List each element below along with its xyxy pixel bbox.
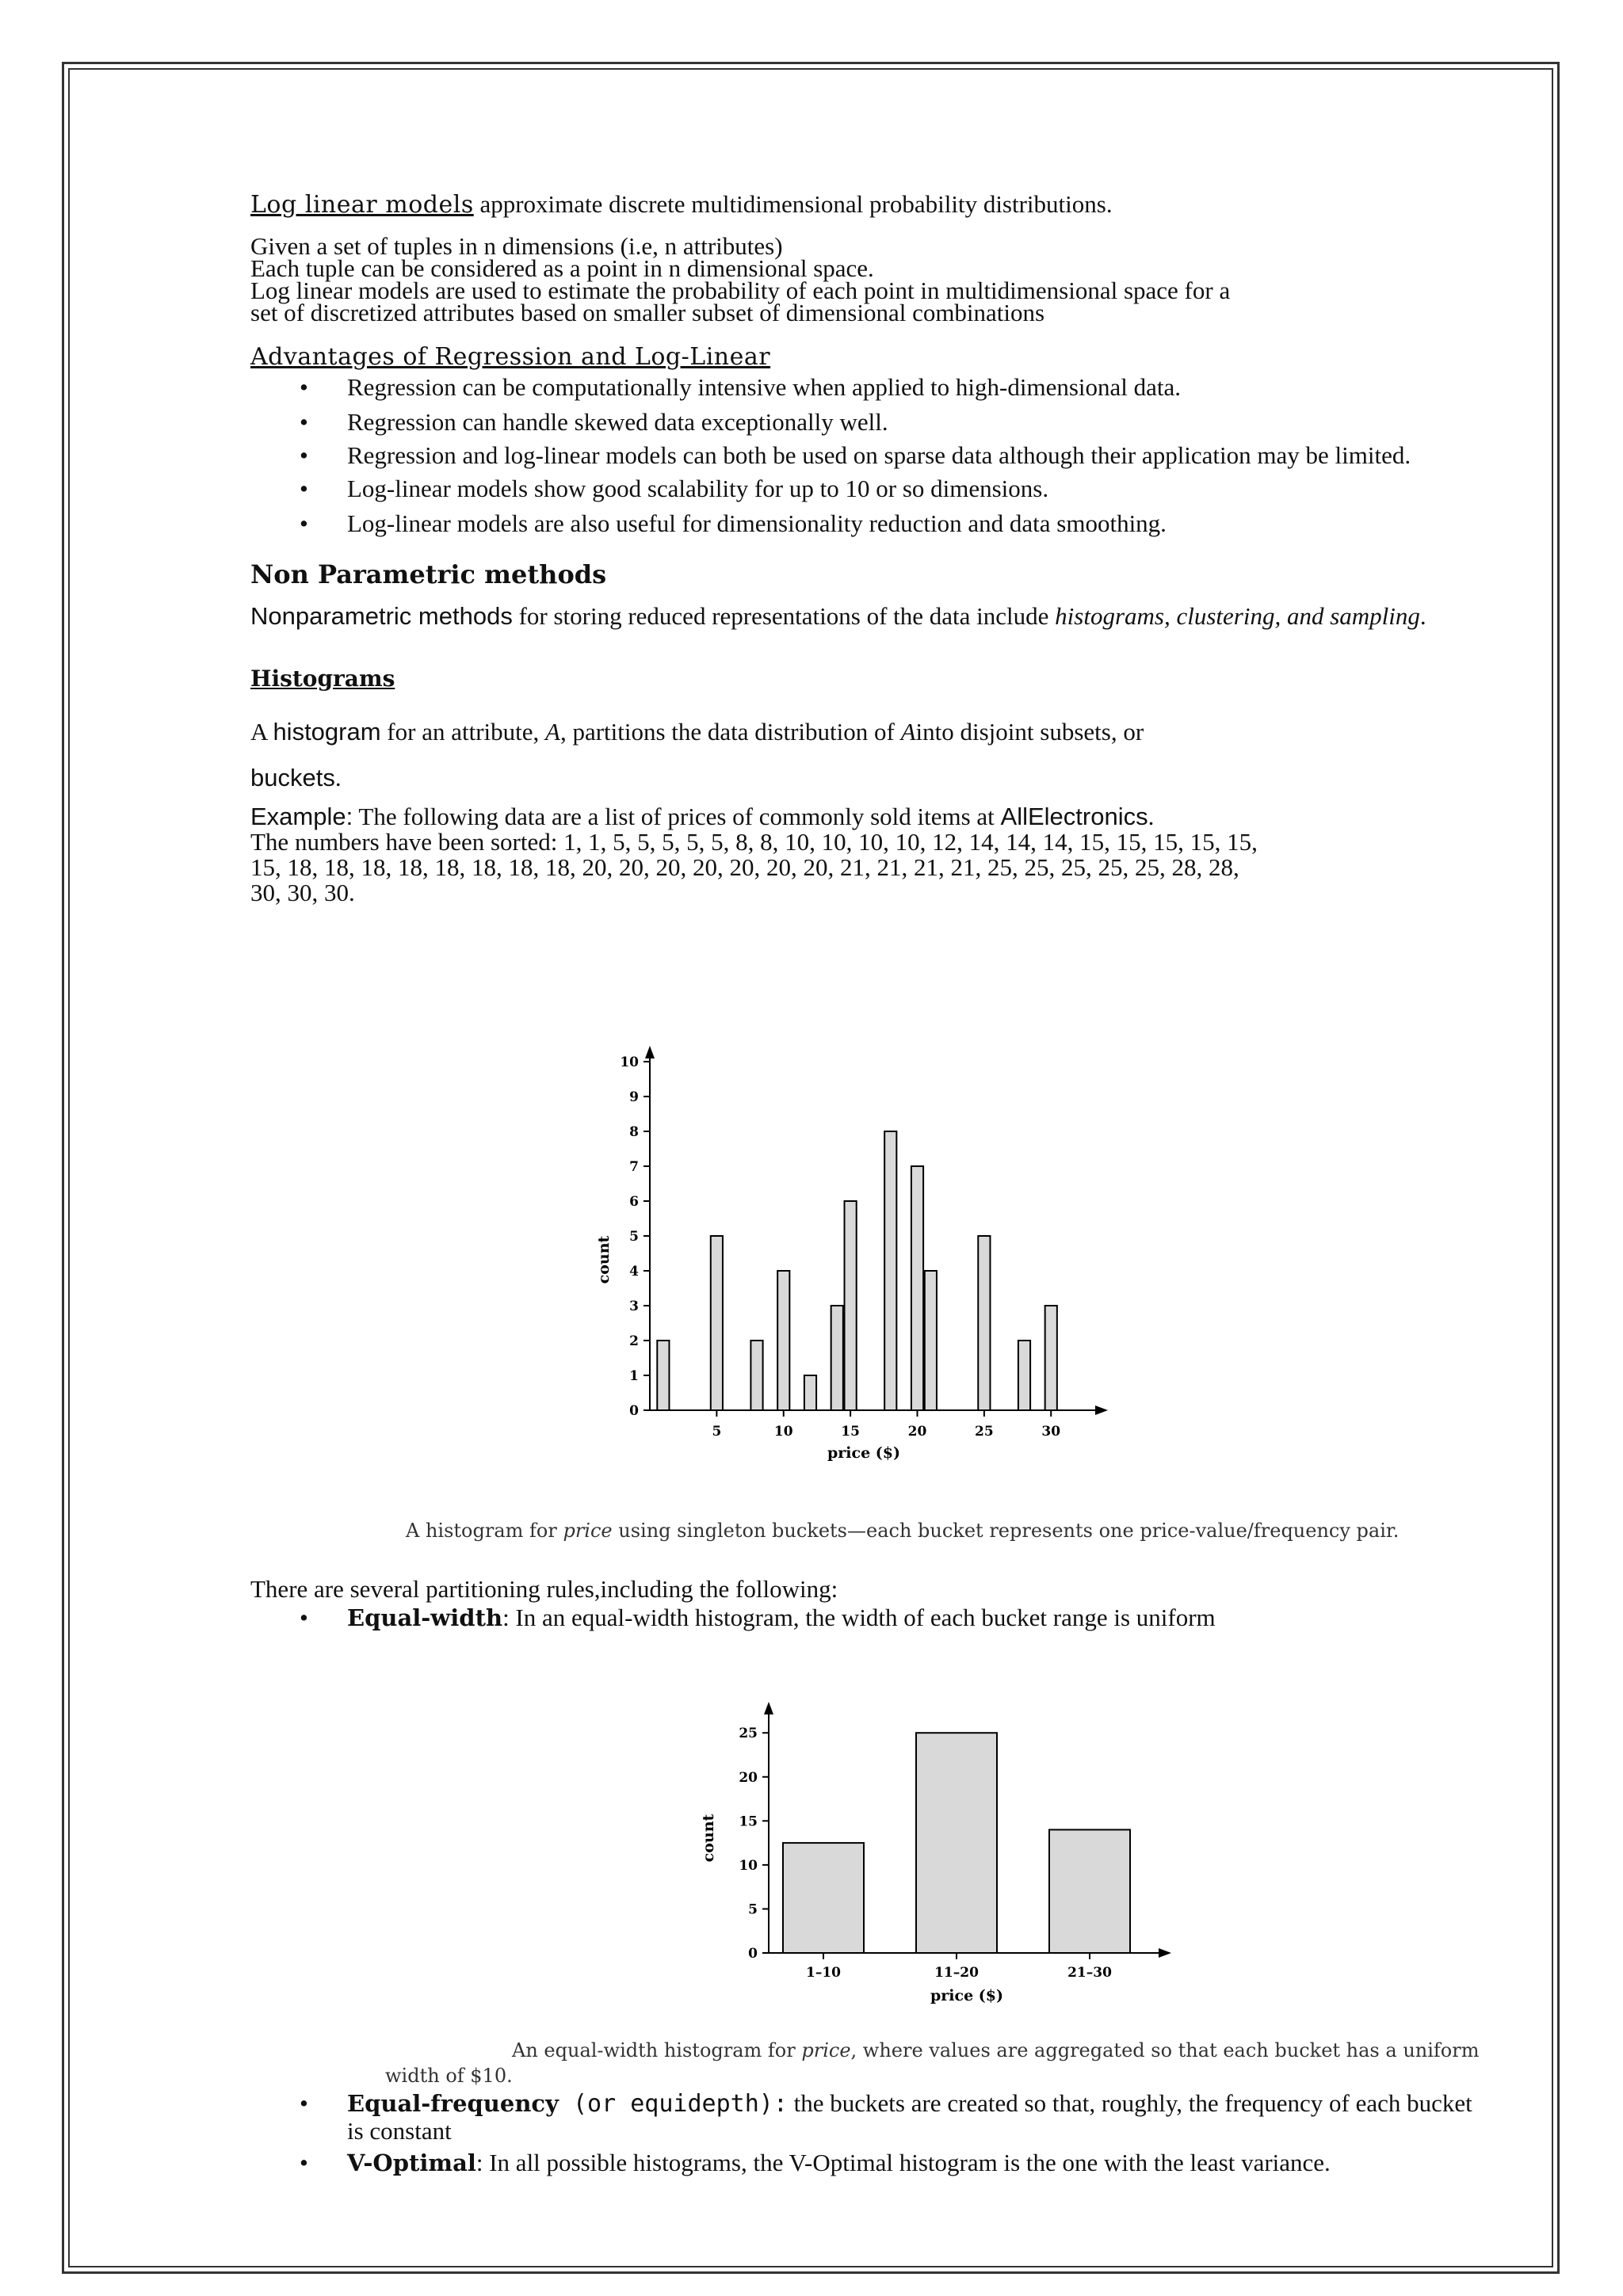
x-tick-label: 21–30 [1067,1965,1112,1981]
v-optimal-term: V-Optimal [347,2149,476,2176]
advantages-list [250,373,1487,538]
x-tick-label: 25 [975,1424,994,1440]
equal-frequency-term: Equal-frequency [347,2090,559,2117]
log-linear-line: set of discretized attributes based on smaller subset of dimensional combinations [250,299,1045,326]
bar [845,1201,857,1410]
caption1-var: price [563,1520,613,1542]
bar [831,1306,843,1410]
example-label: Example: [250,803,353,830]
bar [711,1236,723,1410]
y-tick-label: 25 [739,1726,758,1742]
y-axis-label: count [595,1235,613,1284]
bar [1018,1341,1030,1410]
x-axis-arrow [1159,1948,1171,1958]
sorted-values-line: The numbers have been sorted: 1, 1, 5, 5, 5, 5, 5, 8, 8, 10, 10, 10, 10, 12, 14, 14, 14, 15, 15, 15, 15, 15, [250,828,1258,856]
rules-list-1 [250,1604,1487,1632]
y-tick-label: 10 [739,1857,758,1874]
x-tick-label: 10 [773,1424,793,1440]
y-axis-label: count [700,1814,717,1863]
nonparametric-heading: Non Parametric methods [250,559,607,589]
x-tick-label: 30 [1041,1424,1061,1440]
list-item: • Regression and log-linear models can both be used on sparse data although their application may be limited. [250,443,1487,468]
y-tick-label: 4 [629,1264,639,1280]
nonparametric-paragraph [250,603,1487,630]
y-axis-arrow [645,1046,655,1058]
bar [777,1271,789,1410]
caption1-pre: A histogram for [406,1520,563,1542]
y-tick-label: 2 [629,1333,639,1349]
nonparametric-term: Nonparametric methods [250,602,513,630]
log-linear-intro [250,190,1487,219]
log-linear-intro-text: approximate discrete multidimensional probability distributions. [473,190,1113,218]
bar [657,1341,669,1410]
document-body [250,190,1487,906]
bar [884,1131,896,1410]
histograms-heading: Histograms [250,666,395,692]
x-tick-label: 5 [712,1424,722,1440]
histogram-definition [250,709,1487,801]
nonparametric-text: for storing reduced representations of the data include [512,602,1056,630]
y-tick-label: 3 [629,1299,639,1314]
y-tick-label: 7 [629,1159,639,1175]
x-axis-arrow [1095,1405,1108,1415]
y-tick-label: 9 [629,1089,639,1105]
partitioning-rules-continued [250,2090,1487,2176]
list-item: • Regression can handle skewed data exceptionally well. [250,408,1487,437]
x-tick-label: 15 [841,1424,860,1440]
caption2-post: , where values are aggregated so that each bucket has a uniform [850,2039,1480,2061]
histogram-def-attr2: A [900,718,916,746]
singleton-histogram-chart [571,1038,1125,1482]
bar [916,1733,997,1953]
caption2-var: price [801,2039,851,2061]
log-linear-line: Log linear models are used to estimate the probability of each point in multidimensional space for a [250,277,1231,304]
bar [978,1236,990,1410]
bar [804,1375,816,1410]
log-linear-line: Given a set of tuples in n dimensions (i.e, n attributes) [250,232,783,260]
v-optimal-text: : In all possible histograms, the V-Optimal histogram is the one with the least variance. [475,2149,1331,2176]
histogram-caption-1 [406,1520,1399,1542]
bar [911,1166,923,1410]
equal-width-text: : In an equal-width histogram, the width of each bucket range is uniform [502,1604,1216,1631]
caption2-line [385,2038,1479,2063]
example-period: . [1148,803,1155,830]
rules-list-2 [250,2090,1487,2176]
example-text: The following data are a list of prices of commonly sold items at [353,803,1001,830]
y-tick-label: 6 [629,1194,639,1210]
equal-width-term: Equal-width [347,1604,503,1631]
histogram-def-period: . [334,764,342,791]
x-tick-label: 1–10 [806,1965,841,1981]
y-tick-label: 8 [629,1124,639,1140]
rules-intro: There are several partitioning rules,including the following: [250,1575,838,1603]
log-linear-line: Each tuple can be considered as a point in n dimensional space. [250,254,874,282]
y-tick-label: 5 [629,1229,639,1245]
nonparametric-end: . [1419,602,1426,630]
caption2-pre: An equal-width histogram for [512,2039,802,2061]
y-tick-label: 10 [620,1055,639,1070]
y-tick-label: 15 [739,1814,758,1830]
list-item [250,1604,1487,1632]
y-tick-label: 0 [629,1403,639,1419]
histogram-def-end: into disjoint subsets, or [915,718,1144,746]
y-axis-arrow [764,1702,773,1714]
list-item: • Log-linear models show good scalability for up to 10 or so dimensions. [250,475,1487,503]
y-tick-label: 5 [748,1901,758,1918]
histogram-caption-2 [385,2038,1479,2088]
example-store: AllElectronics [1000,803,1148,830]
histogram-def-buckets: buckets [250,764,335,791]
histogram-def-attr: A [545,718,560,746]
bar [1049,1829,1130,1953]
caption2-line-2: width of $10. [385,2065,513,2087]
list-item [250,2149,1487,2176]
x-axis-label: price ($) [930,1987,1003,2004]
histogram-def-a: A [250,718,273,746]
sorted-values-line: 30, 30, 30. [250,879,355,906]
y-tick-label: 1 [629,1368,639,1384]
bar [1045,1306,1057,1410]
histogram-def-mid2: , partitions the data distribution of [559,718,901,746]
bar [750,1341,762,1410]
equal-frequency-paren: (or equidepth): [558,2090,788,2118]
list-item [250,2090,1487,2145]
equal-width-histogram-chart [689,1695,1197,2020]
log-linear-term: Log linear models [250,191,474,219]
caption1-post: using singleton buckets—each bucket represents one price-value/frequency pair. [612,1520,1400,1542]
histogram-def-mid: for an attribute, [380,718,545,746]
partitioning-rules [250,1575,1487,1632]
equal-frequency-text: the buckets are created so that, roughly, the frequency of each bucket is constant [347,2089,1472,2145]
x-axis-label: price ($) [827,1444,900,1462]
y-tick-label: 20 [739,1769,758,1786]
example-block [250,804,1487,906]
nonparametric-examples: histograms, clustering, and sampling [1055,602,1420,630]
y-tick-label: 0 [748,1946,758,1962]
bar [925,1271,937,1410]
x-tick-label: 11–20 [934,1965,979,1981]
x-tick-label: 20 [907,1424,927,1440]
list-item: • Log-linear models are also useful for dimensionality reduction and data smoothing. [250,509,1487,538]
example-line [250,804,1487,830]
sorted-values-line: 15, 18, 18, 18, 18, 18, 18, 18, 18, 20, 20, 20, 20, 20, 20, 20, 21, 21, 21, 21, 25, 25, 25, 25, 25, 28, 28, [250,853,1239,881]
bar [783,1843,864,1953]
advantages-heading: Advantages of Regression and Log-Linear [250,343,771,371]
log-linear-description [250,232,1487,326]
histogram-def-term: histogram [273,718,381,746]
list-item: • Regression can be computationally intensive when applied to high-dimensional data. [250,373,1487,402]
